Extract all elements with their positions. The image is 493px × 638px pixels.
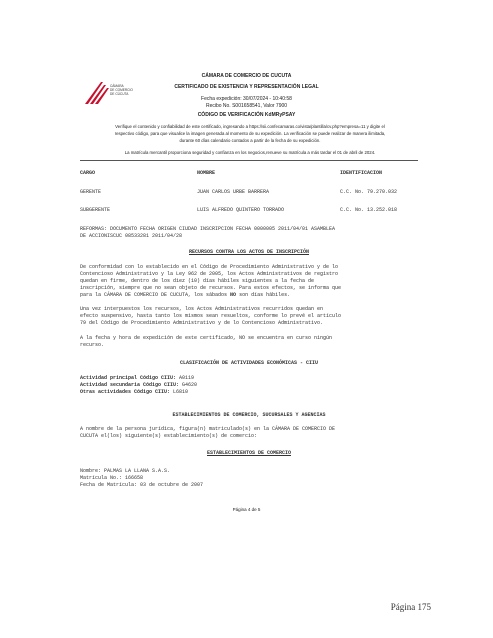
page-number: Página 175: [390, 602, 431, 612]
recibo-number: Recibo No. S001658541, Valor 7900: [205, 103, 288, 109]
table-cell-id: C.C. No. 79.270.032: [340, 189, 398, 195]
page-of-indicator: Página 4 de 5: [232, 507, 261, 512]
establecimientos-paragraph: A nombre de la persona jurídica, figura(n) matriculado(s) en la CÁMARA DE COMERCIO DE CUCUTA el(los) siguiente(s) establecimiento(s) de comercio:: [80, 426, 336, 439]
svg-text:CÁMARA: CÁMARA: [110, 84, 124, 88]
renewal-note: La matrícula mercantil proporciona seguridad y confianza en los negocios,renueve su matrícula a más tardar el 01 de abril de 2024.: [124, 150, 376, 155]
verify-line-1: Verifique el contenido y confiabilidad de este certificado, ingresando a https://sii.confecamaras.co/vista/plantilla/cv.php?empresa=11 y digite el: [115, 124, 385, 129]
table-cell-nombre: LUIS ALFREDO QUINTERO TORRADO: [197, 207, 285, 213]
establecimiento-nombre: Nombre: PALMAS LA LLANA S.A.S.: [80, 468, 171, 474]
org-name: CÁMARA DE COMERCIO DE CUCUTA: [201, 73, 292, 79]
ciiu-title: CLASIFICACIÓN DE ACTIVIDADES ECONÓMICAS - CIIU: [179, 360, 319, 366]
table-cell-id: C.C. No. 13.252.018: [340, 207, 398, 213]
ciiu-principal: Actividad principal Código CIIU: A0119: [80, 375, 195, 381]
table-cell-nombre: JUAN CARLOS URBE BARRERA: [197, 189, 270, 195]
svg-text:DE CÚCUTA: DE CÚCUTA: [110, 92, 129, 96]
verify-line-2: respectivo código, para que visualice la imagen generada al momento de su expedición. La verificación se puede realizar de manera ilimitada,: [114, 131, 386, 136]
ciiu-secundaria: Actividad secundaria Código CIIU: G4620: [80, 382, 198, 388]
recursos-paragraph-2: Una vez interpuestos los recursos, los Actos Administrativos recurridos quedan en efecto suspensivo, hasta tanto los mismos sean resueltos, conforme lo prevé el artículo 79 del Código de Procedimiento Administrativo y de lo Contencioso Administrativo.: [80, 306, 342, 326]
cert-title: CERTIFICADO DE EXISTENCIA Y REPRESENTACIÓN LEGAL: [174, 84, 319, 90]
svg-text:DE COMERCIO: DE COMERCIO: [110, 88, 133, 92]
table-cell-cargo: SUBGERENTE: [80, 207, 111, 213]
reformas-line-1: REFORMAS: DOCUMENTO FECHA ORIGEN CIUDAD INSCRIPCION FECHA 0000005 2011/04/01 ASAMBLEA: [80, 226, 336, 232]
col-header-identificacion: IDENTIFICACION: [340, 170, 383, 176]
reformas-line-2: DE ACCIONISCUC 08533281 2011/04/28: [80, 233, 183, 239]
ciiu-otras: Otras actividades Código CIIU: L6810: [80, 389, 189, 395]
recursos-paragraph-1: De conformidad con lo establecido en el Código de Procedimiento Administrativo y de lo Contencioso Administrativo y la Ley 962 de 2005, los Actos Administrativos de registro quedan en firme, dentro de los diez (10) días hábiles siguientes a la fecha de inscripción, siempre que no sean objeto de recursos. Para estos efectos, se informa que para la CÁMARA DE COMERCIO DE CUCUTA, los sábados NO son días hábiles.: [80, 264, 342, 298]
verification-code: CÓDIGO DE VERIFICACIÓN KdMRyPSAY: [197, 112, 296, 118]
recursos-title: RECURSOS CONTRA LOS ACTOS DE INSCRIPCIÓN: [188, 249, 310, 255]
fecha-expedicion: Fecha expedición: 30/07/2024 - 10:40:58: [201, 96, 292, 102]
col-header-nombre: NOMBRE: [197, 170, 216, 176]
col-header-cargo: CARGO: [80, 170, 96, 176]
table-cell-cargo: GERENTE: [80, 189, 102, 195]
establecimientos-title: ESTABLECIMIENTOS DE COMERCIO, SUCURSALES Y AGENCIAS: [172, 412, 326, 418]
establecimientos-subtitle: ESTABLECIMIENTOS DE COMERCIO: [206, 450, 291, 456]
establecimiento-matricula: Matrícula No.: 166658: [80, 475, 144, 481]
establecimiento-fecha: Fecha de Matrícula: 03 de octubre de 2007: [80, 482, 204, 488]
recursos-paragraph-3: A la fecha y hora de expedición de este certificado, NO se encuentra en curso ningún recurso.: [80, 335, 333, 348]
verify-line-3: durante 60 días calendario contados a partir de la fecha de su expedición.: [179, 138, 321, 143]
divider: [80, 160, 418, 161]
